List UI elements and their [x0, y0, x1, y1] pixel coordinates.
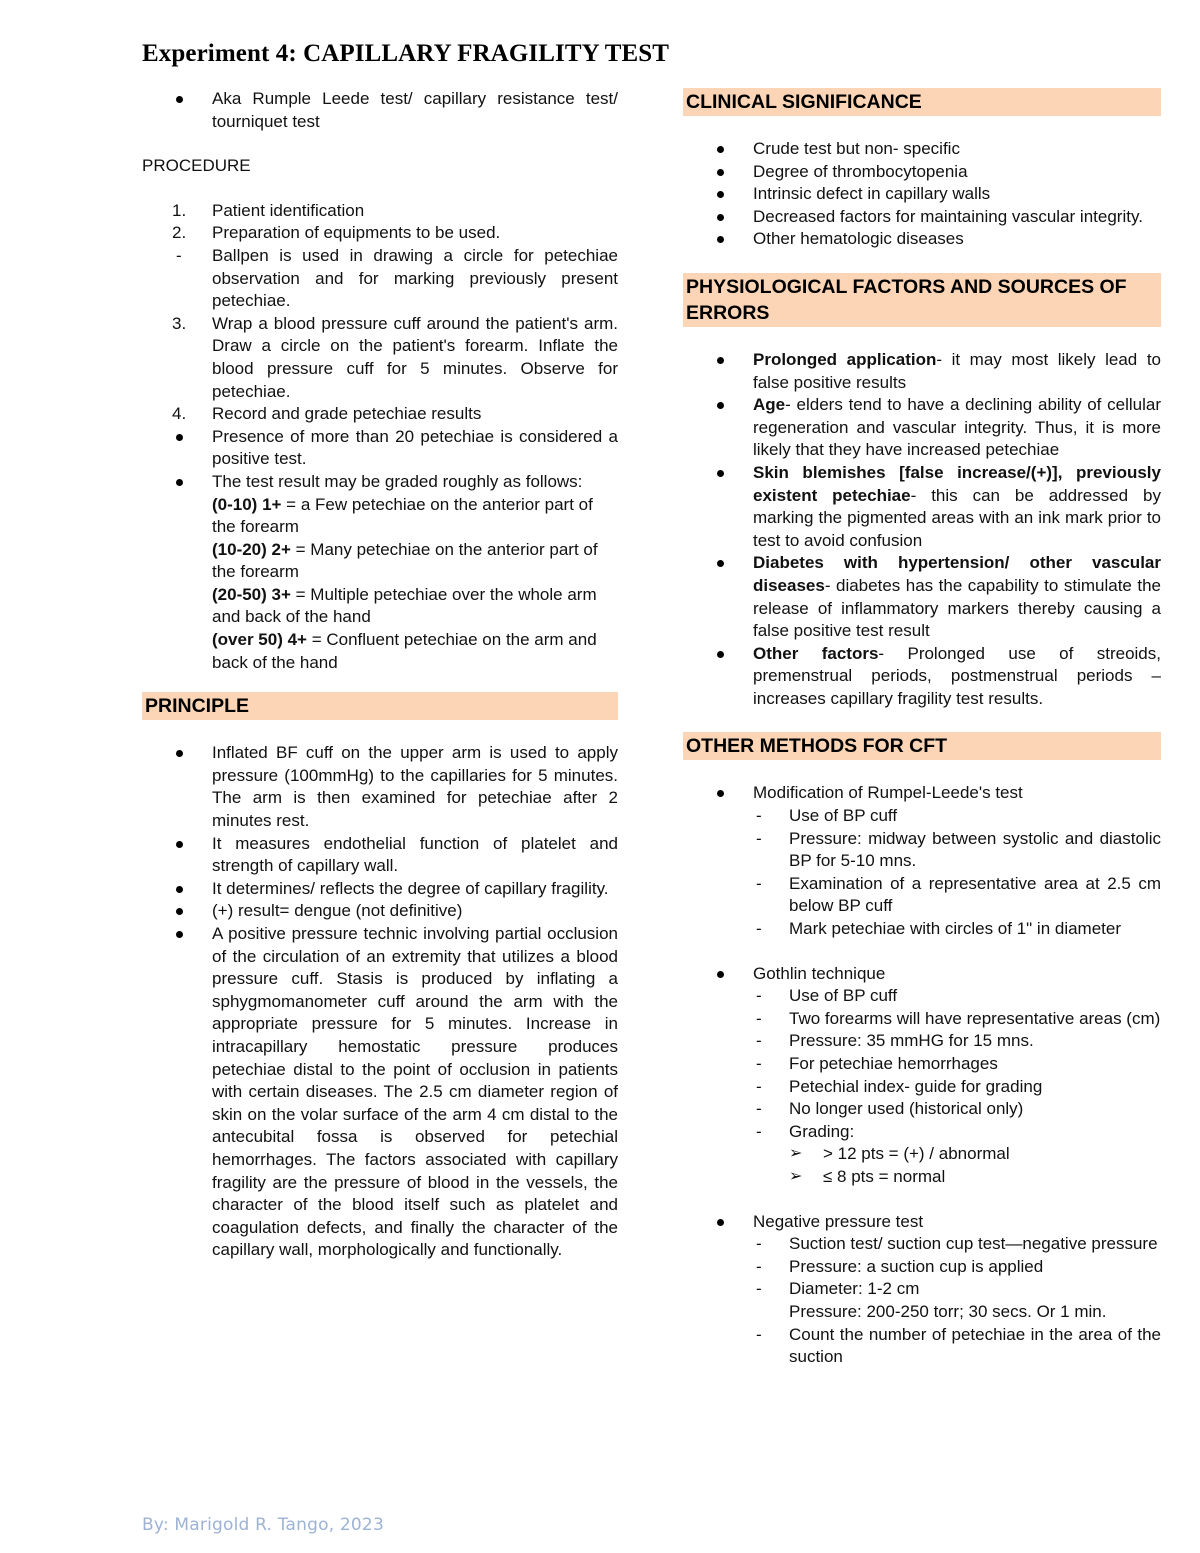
grade-item: (0-10) 1+ = a Few petechiae on the anterior part of the forearm: [212, 494, 593, 537]
method-item: Negative pressure test: [683, 1211, 1161, 1234]
method-subitem: - Mark petechiae with circles of 1" in diameter: [756, 919, 1122, 939]
method-subitem: - Use of BP cuff: [756, 986, 898, 1006]
procedure-step: 4. Record and grade petechiae results: [172, 404, 482, 424]
list-item: Intrinsic defect in capillary walls: [683, 183, 1161, 206]
method-item: Modification of Rumpel-Leede's test: [683, 782, 1161, 805]
grade-item: (10-20) 2+ = Many petechiae on the anterior part of the forearm: [212, 539, 598, 582]
method-subitem: - Pressure: a suction cup is applied: [756, 1256, 1044, 1276]
factor-item: Age- elders tend to have a declining ability of cellular regeneration and vascular integrity. Thus, it is more likely that they have increased petechiae: [683, 394, 1161, 462]
method-subitem: - Suction test/ suction cup test—negative pressure: [756, 1234, 1158, 1254]
list-item: Degree of thrombocytopenia: [683, 161, 1161, 184]
right-column: [683, 88, 1161, 1369]
list-item: Crude test but non- specific: [683, 138, 1161, 161]
list-item: A positive pressure technic involving partial occlusion of the circulation of an extremity that utilizes a blood pressure cuff. Stasis is produced by inflating a sphygmomanometer cuff around the arm with the appropriate pressure for 5 minutes. Increase in intracapillary hemostatic pressure produces petechiae distal to the point of occlusion in patients with certain diseases. The 2.5 cm diameter region of skin on the volar surface of the arm 4 cm distal to the antecubital fossa is observed for petechial hemorrhages. The factors associated with capillary fragility are the pressure of blood in the vessels, the character of the blood itself such as platelet and coagulation defects, and finally the character of the capillary wall, morphologically and functionally.: [142, 923, 618, 1262]
method-subitem: - Pressure: midway between systolic and diastolic BP for 5-10 mns.: [756, 828, 1161, 871]
arrow-bullet-icon: ➢: [789, 1145, 803, 1163]
left-column: [142, 88, 618, 1262]
method-subitem: - Examination of a representative area at 2.5 cm below BP cuff: [756, 873, 1161, 916]
procedure-step: 3. Wrap a blood pressure cuff around the patient's arm. Draw a circle on the patient's forearm. Inflate the blood pressure cuff for 5 minutes. Observe for petechiae.: [172, 313, 618, 401]
list-item: Other hematologic diseases: [683, 228, 1161, 251]
arrow-bullet-icon: ➢: [789, 1167, 803, 1185]
page-title: Experiment 4: CAPILLARY FRAGILITY TEST: [142, 40, 670, 67]
method-item: Gothlin technique: [683, 963, 1161, 986]
clinical-significance-heading: CLINICAL SIGNIFICANCE: [683, 88, 1161, 116]
factor-item: Diabetes with hypertension/ other vascular diseases- diabetes has the capability to stimulate the release of inflammatory markers thereby causing a false positive test result: [683, 552, 1161, 642]
method-subitem: - Petechial index- guide for grading: [756, 1076, 1043, 1096]
intro-text: Aka Rumple Leede test/ capillary resistance test/ tourniquet test: [212, 89, 618, 131]
factor-item: Skin blemishes [false increase/(+)], previously existent petechiae- this can be addressed by marking the pigmented areas with an ink mark prior to test to avoid confusion: [683, 462, 1161, 552]
procedure-step: 2. Preparation of equipments to be used.: [172, 223, 501, 243]
principle-heading: PRINCIPLE: [142, 692, 618, 720]
list-item: It determines/ reflects the degree of capillary fragility.: [142, 878, 618, 901]
grade-item: (over 50) 4+ = Confluent petechiae on the arm and back of the hand: [212, 630, 597, 672]
list-item: Inflated BF cuff on the upper arm is used to apply pressure (100mmHg) to the capillaries for 5 minutes. The arm is then examined for petechiae after 2 minutes rest.: [142, 742, 618, 832]
factor-item: Other factors- Prolonged use of streoids, premenstrual periods, postmenstrual periods – increases capillary fragility test results.: [683, 643, 1161, 711]
author-footer: By: Marigold R. Tango, 2023: [142, 1515, 384, 1535]
list-item: [142, 88, 618, 133]
list-item: (+) result= dengue (not definitive): [142, 900, 618, 923]
method-subitem: - Pressure: 35 mmHG for 15 mns.: [756, 1031, 1034, 1051]
method-subitem: - For petechiae hemorrhages: [756, 1054, 998, 1073]
procedure-step: 1. Patient identification: [172, 200, 365, 220]
method-subitem: - Diameter: 1-2 cm Pressure: 200-250 torr; 30 secs. Or 1 min.: [756, 1279, 1107, 1321]
factors-heading: PHYSIOLOGICAL FACTORS AND SOURCES OF ERRORS: [683, 273, 1161, 327]
grade-list: The test result may be graded roughly as follows: (0-10) 1+ = a Few petechiae on the anterior part of the forearm (10-20) 2+ = Many petechiae on the anterior part of the forearm (20-50) 3+ = Multiple petechiae over the whole arm and back of the hand (over 50) 4+ = Confluent petechiae on the arm and back of the hand: [142, 471, 618, 674]
factor-item: Prolonged application- it may most likely lead to false positive results: [683, 349, 1161, 394]
procedure-step: - Ballpen is used in drawing a circle for petechiae observation and for marking previously present petechiae.: [176, 245, 618, 311]
grade-item: (20-50) 3+ = Multiple petechiae over the whole arm and back of the hand: [212, 584, 597, 627]
method-subitem: - Count the number of petechiae in the area of the suction: [756, 1324, 1161, 1367]
method-subitem: - No longer used (historical only): [756, 1099, 1024, 1119]
list-item: Decreased factors for maintaining vascular integrity.: [683, 206, 1161, 229]
list-item: It measures endothelial function of platelet and strength of capillary wall.: [142, 833, 618, 878]
procedure-heading: PROCEDURE: [142, 156, 251, 176]
grading-item: ➢ > 12 pts = (+) / abnormal: [683, 1143, 1161, 1166]
other-methods-heading: OTHER METHODS FOR CFT: [683, 732, 1161, 760]
method-subitem: - Two forearms will have representative areas (cm): [756, 1008, 1161, 1028]
list-item: Presence of more than 20 petechiae is considered a positive test.: [142, 426, 618, 471]
grading-item: ➢ ≤ 8 pts = normal: [683, 1166, 1161, 1189]
method-subitem: - Grading:: [756, 1121, 855, 1141]
method-subitem: - Use of BP cuff: [756, 806, 898, 826]
